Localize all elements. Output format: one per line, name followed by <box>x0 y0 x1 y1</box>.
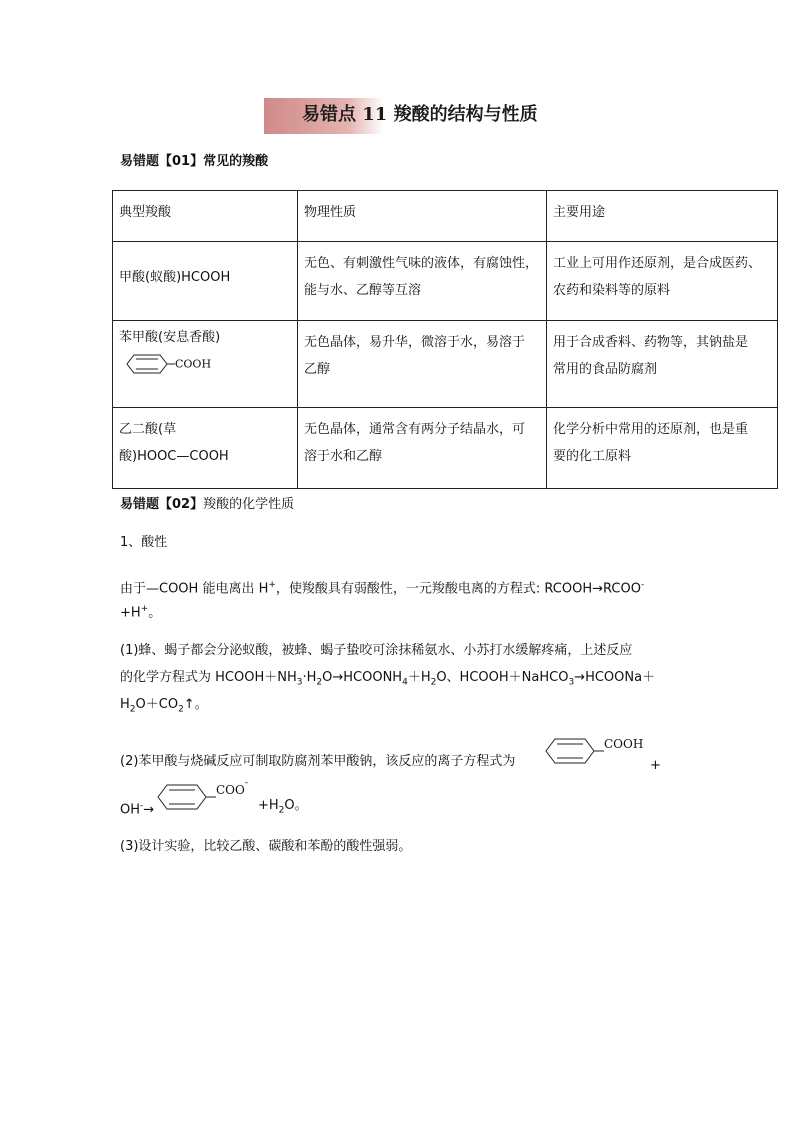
text-run: →HCOONa＋ <box>574 670 656 685</box>
table-cell <box>298 408 547 489</box>
item-heading: 1、酸性 <box>120 535 168 550</box>
acid-name: 苯甲酸(安息香酸) <box>119 330 221 345</box>
superscript: - <box>640 580 645 590</box>
cell-line: 化学分析中常用的还原剂，也是重 <box>553 422 749 437</box>
paragraph-line: (1)蜂、蝎子都会分泌蚁酸，被蜂、蝎子蛰咬可涂抹稀氨水、小苏打水缓解疼痛，上述反应 <box>120 643 633 658</box>
subscript: 2 <box>316 677 323 688</box>
cell-line: 无色晶体，易升华，微溶于水，易溶于 <box>304 335 526 350</box>
cell-line: 要的化工原料 <box>553 449 632 464</box>
cell-line: 溶于水和乙醇 <box>304 449 383 464</box>
text-run: +H <box>258 798 279 813</box>
subscript: 3 <box>568 677 575 688</box>
subscript: 2 <box>430 677 437 688</box>
plus-sign: + <box>650 758 661 773</box>
structure-label: COOH <box>175 357 212 371</box>
table-header-row <box>113 191 778 242</box>
table-cell <box>113 242 298 321</box>
structure-label: COOH <box>604 736 644 751</box>
text-run: H <box>120 697 130 712</box>
benzoic-acid-structure <box>119 353 291 375</box>
superscript: - <box>140 801 144 811</box>
acid-name: 甲酸(蚁酸)HCOOH <box>119 270 231 285</box>
benzoate-structure <box>152 778 249 812</box>
paragraph-line <box>120 575 644 599</box>
section-heading-1 <box>120 150 268 169</box>
table-cell <box>113 408 298 489</box>
cell-line: 乙醇 <box>304 362 331 377</box>
benzoic-acid-structure <box>540 736 643 766</box>
table-row <box>113 408 778 489</box>
text-run: ，使羧酸具有弱酸性，一元羧酸电离的方程式: RCOOH→RCOO <box>275 581 641 597</box>
section-heading-2 <box>120 493 294 512</box>
text-run: O＋CO <box>135 697 179 712</box>
superscript: + <box>268 580 276 590</box>
cell-line: 无色晶体，通常含有两分子结晶水，可 <box>304 422 526 437</box>
benzene-ring-icon <box>152 782 216 812</box>
table-cell <box>547 242 778 321</box>
superscript: + <box>140 604 149 614</box>
table-cell <box>547 408 778 489</box>
text-run: ↑。 <box>183 697 208 712</box>
cell-line: 常用的食品防腐剂 <box>553 362 658 377</box>
cell-line: 无色、有刺激性气味的液体，有腐蚀性， <box>304 256 539 271</box>
text-run: OH <box>120 802 141 818</box>
table-cell <box>547 321 778 408</box>
paragraph-line <box>258 796 308 821</box>
subscript: 3 <box>296 677 303 688</box>
subscript: 2 <box>178 704 184 715</box>
text-run: O→HCOONH <box>322 670 403 685</box>
section-label-2: 易错题【02】 <box>120 497 204 512</box>
text-run: +H <box>120 605 141 621</box>
paragraph-line <box>120 668 655 693</box>
table-cell <box>113 321 298 408</box>
table-header-cell: 物理性质 <box>298 191 547 242</box>
cell-line: 用于合成香料、药物等，其钠盐是 <box>553 335 749 350</box>
cell-line: 乙二酸(草 <box>119 422 177 437</box>
title-banner <box>262 94 552 138</box>
text-run: O、HCOOH＋NaHCO <box>436 670 569 685</box>
text-run: 由于—COOH 能电离出 H <box>120 581 269 597</box>
subscript: 2 <box>129 704 136 715</box>
cell-line: 酸)HOOC—COOH <box>119 449 229 464</box>
page-title: 易错点 11 羧酸的结构与性质 <box>302 104 538 125</box>
table-header-cell: 典型羧酸 <box>113 191 298 242</box>
table-header-cell: 主要用途 <box>547 191 778 242</box>
cell-line: 工业上可用作还原剂，是合成医药、 <box>553 256 762 271</box>
subscript: 4 <box>402 677 408 688</box>
cell-line: 农药和染料等的原料 <box>553 283 671 298</box>
subscript: 2 <box>278 805 285 816</box>
table-cell <box>298 321 547 408</box>
section-text-2: 羧酸的化学性质 <box>203 497 295 512</box>
text-run: O。 <box>284 798 308 813</box>
paragraph-line <box>120 796 154 820</box>
text-run: 。 <box>148 605 162 621</box>
cell-line: 能与水、乙醇等互溶 <box>304 283 422 298</box>
text-run: → <box>143 802 155 818</box>
superscript: - <box>244 778 249 789</box>
text-run: ·H <box>302 670 317 685</box>
structure-label: COO <box>216 782 245 797</box>
table-cell <box>298 242 547 321</box>
section-label-1: 易错题【01】 <box>120 154 204 169</box>
section-text-1: 常见的羧酸 <box>203 154 269 169</box>
text-run: 的化学方程式为 HCOOH＋NH <box>120 670 297 685</box>
paragraph-line: (3)设计实验，比较乙酸、碳酸和苯酚的酸性强弱。 <box>120 839 412 854</box>
paragraph-line <box>120 599 161 623</box>
benzene-ring-icon <box>119 353 175 375</box>
benzene-ring-icon <box>540 736 604 766</box>
text-run: ＋H <box>407 670 431 685</box>
table-row <box>113 242 778 321</box>
table-row <box>113 321 778 408</box>
paragraph-line: (2)苯甲酸与烧碱反应可制取防腐剂苯甲酸钠，该反应的离子方程式为 <box>120 754 516 769</box>
paragraph-line <box>120 695 208 720</box>
carboxylic-acid-table <box>112 190 778 489</box>
